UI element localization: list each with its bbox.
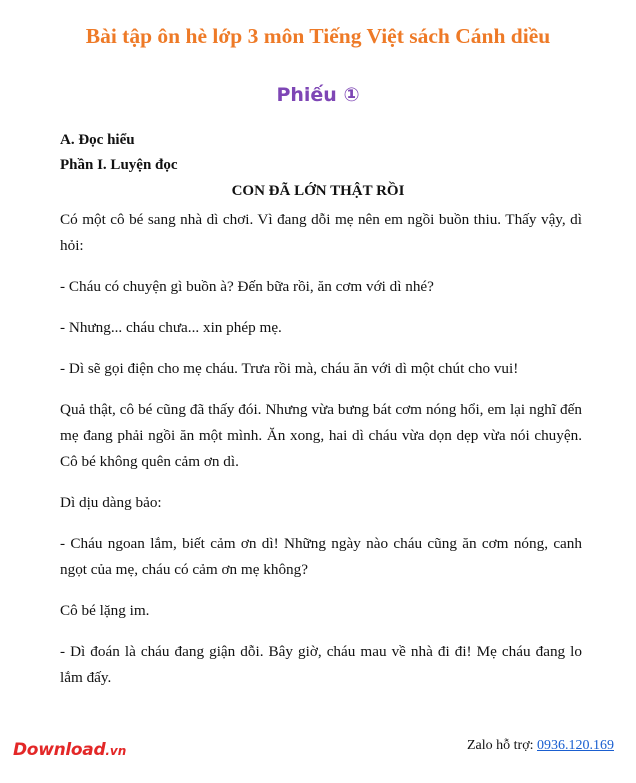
download-logo[interactable]	[13, 740, 126, 760]
story-paragraph: Có một cô bé sang nhà dì chơi. Vì đang dỗi mẹ nên em ngồi buồn thiu. Thấy vậy, dì hỏi:	[60, 211, 582, 254]
story-paragraph: - Cháu có chuyện gì buồn à? Đến bữa rồi, ăn cơm với dì nhé?	[60, 278, 434, 295]
story-paragraph: Quả thật, cô bé cũng đã thấy đói. Nhưng vừa bưng bát cơm nóng hổi, em lại nghĩ đến mẹ đang phải ngồi ăn một mình. Ăn xong, hai dì cháu vừa dọn dẹp vừa nói chuyện. Cô bé không quên cảm ơn dì.	[60, 401, 582, 470]
section-heading-practice: Phần I. Luyện đọc	[60, 157, 178, 173]
logo-suffix-text: .vn	[105, 744, 127, 758]
story-body	[60, 207, 582, 706]
story-paragraph: - Dì sẽ gọi điện cho mẹ cháu. Trưa rồi mà, cháu ăn với dì một chút cho vui!	[60, 360, 519, 377]
story-paragraph: - Dì đoán là cháu đang giận dỗi. Bây giờ, cháu mau về nhà đi đi! Mẹ cháu đang lo lắm đấy.	[60, 643, 582, 686]
zalo-support	[467, 738, 614, 754]
logo-main-text: Download	[13, 740, 106, 760]
document-title: Bài tập ôn hè lớp 3 môn Tiếng Việt sách Cánh diều	[85, 24, 551, 48]
story-paragraph: - Cháu ngoan lắm, biết cảm ơn dì! Những ngày nào cháu cũng ăn cơm nóng, canh ngọt của mẹ, cháu có cảm ơn mẹ không?	[60, 535, 582, 578]
section-heading-reading: A. Đọc hiểu	[60, 132, 135, 148]
story-paragraph: Cô bé lặng im.	[60, 602, 150, 619]
story-title: CON ĐÃ LỚN THẬT RỒI	[231, 183, 405, 199]
story-paragraph: Dì dịu dàng bảo:	[60, 494, 162, 511]
worksheet-number: Phiếu ①	[276, 84, 360, 106]
support-phone-link[interactable]: 0936.120.169	[537, 738, 614, 753]
story-paragraph: - Nhưng... cháu chưa... xin phép mẹ.	[60, 319, 282, 336]
support-label: Zalo hỗ trợ:	[467, 738, 534, 753]
